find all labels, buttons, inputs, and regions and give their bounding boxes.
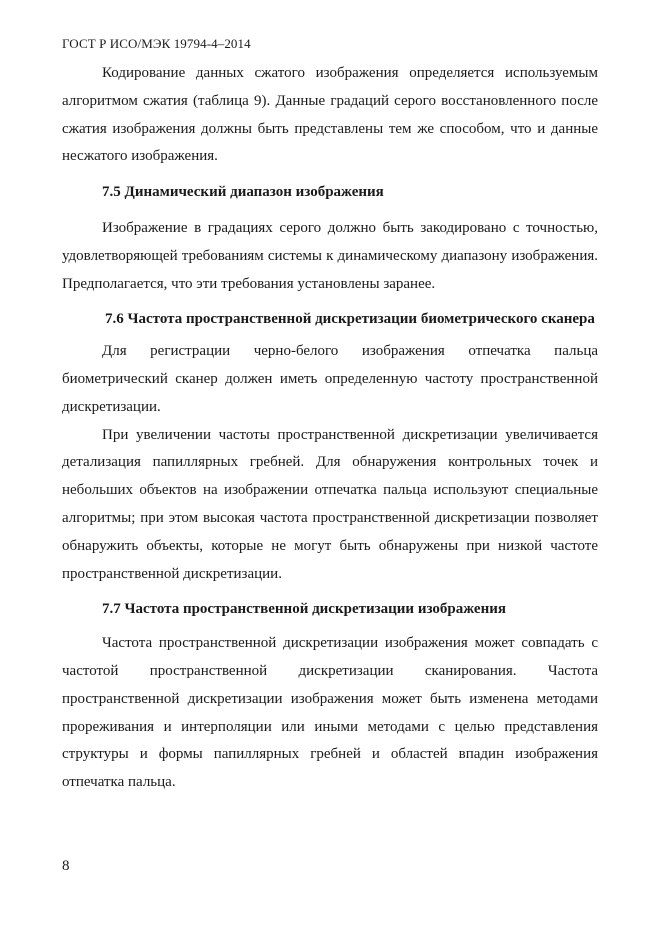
section-heading-7-7: 7.7 Частота пространственной дискретизации изображения: [102, 601, 506, 618]
paragraph-intro: Кодирование данных сжатого изображения определяется используемым алгоритмом сжатия (таблица 9). Данные градаций серого восстановленного после сжатия изображения должны быть представлены тем же способом, что и данные несжатого изображения.: [62, 65, 598, 165]
paragraph-7-7: Частота пространственной дискретизации изображения может совпадать с частотой пространственной дискретизации сканирования. Частота пространственной дискретизации изображения может быть изменена методами прореживания и интерполяции или иными методами с целью представления структуры и формы папиллярных гребней и областей впадин изображения отпечатка пальца.: [62, 635, 598, 791]
page-number: 8: [62, 858, 70, 874]
document-header: ГОСТ Р ИСО/МЭК 19794-4–2014: [62, 36, 251, 51]
section-heading-7-6: 7.6 Частота пространственной дискретизации биометрического сканера: [105, 311, 595, 328]
paragraph-7-6-a: Для регистрации черно-белого изображения отпечатка пальца биометрический сканер должен иметь определенную частоту пространственной дискретизации.: [62, 343, 598, 415]
paragraph-7-6-b: При увеличении частоты пространственной дискретизации увеличивается детализация папиллярных гребней. Для обнаружения контрольных точек и небольших объектов на изображении отпечатка пальца используют специальные алгоритмы; при этом высокая частота пространственной дискретизации позволяет обнаружить объекты, которые не могут быть обнаружены при низкой частоте пространственной дискретизации.: [62, 426, 598, 582]
section-heading-7-5: 7.5 Динамический диапазон изображения: [102, 184, 384, 201]
page-body: [62, 60, 598, 797]
paragraph-7-5: Изображение в градациях серого должно быть закодировано с точностью, удовлетворяющей требованиям системы к динамическому диапазону изображения. Предполагается, что эти требования установлены заранее.: [62, 219, 598, 292]
